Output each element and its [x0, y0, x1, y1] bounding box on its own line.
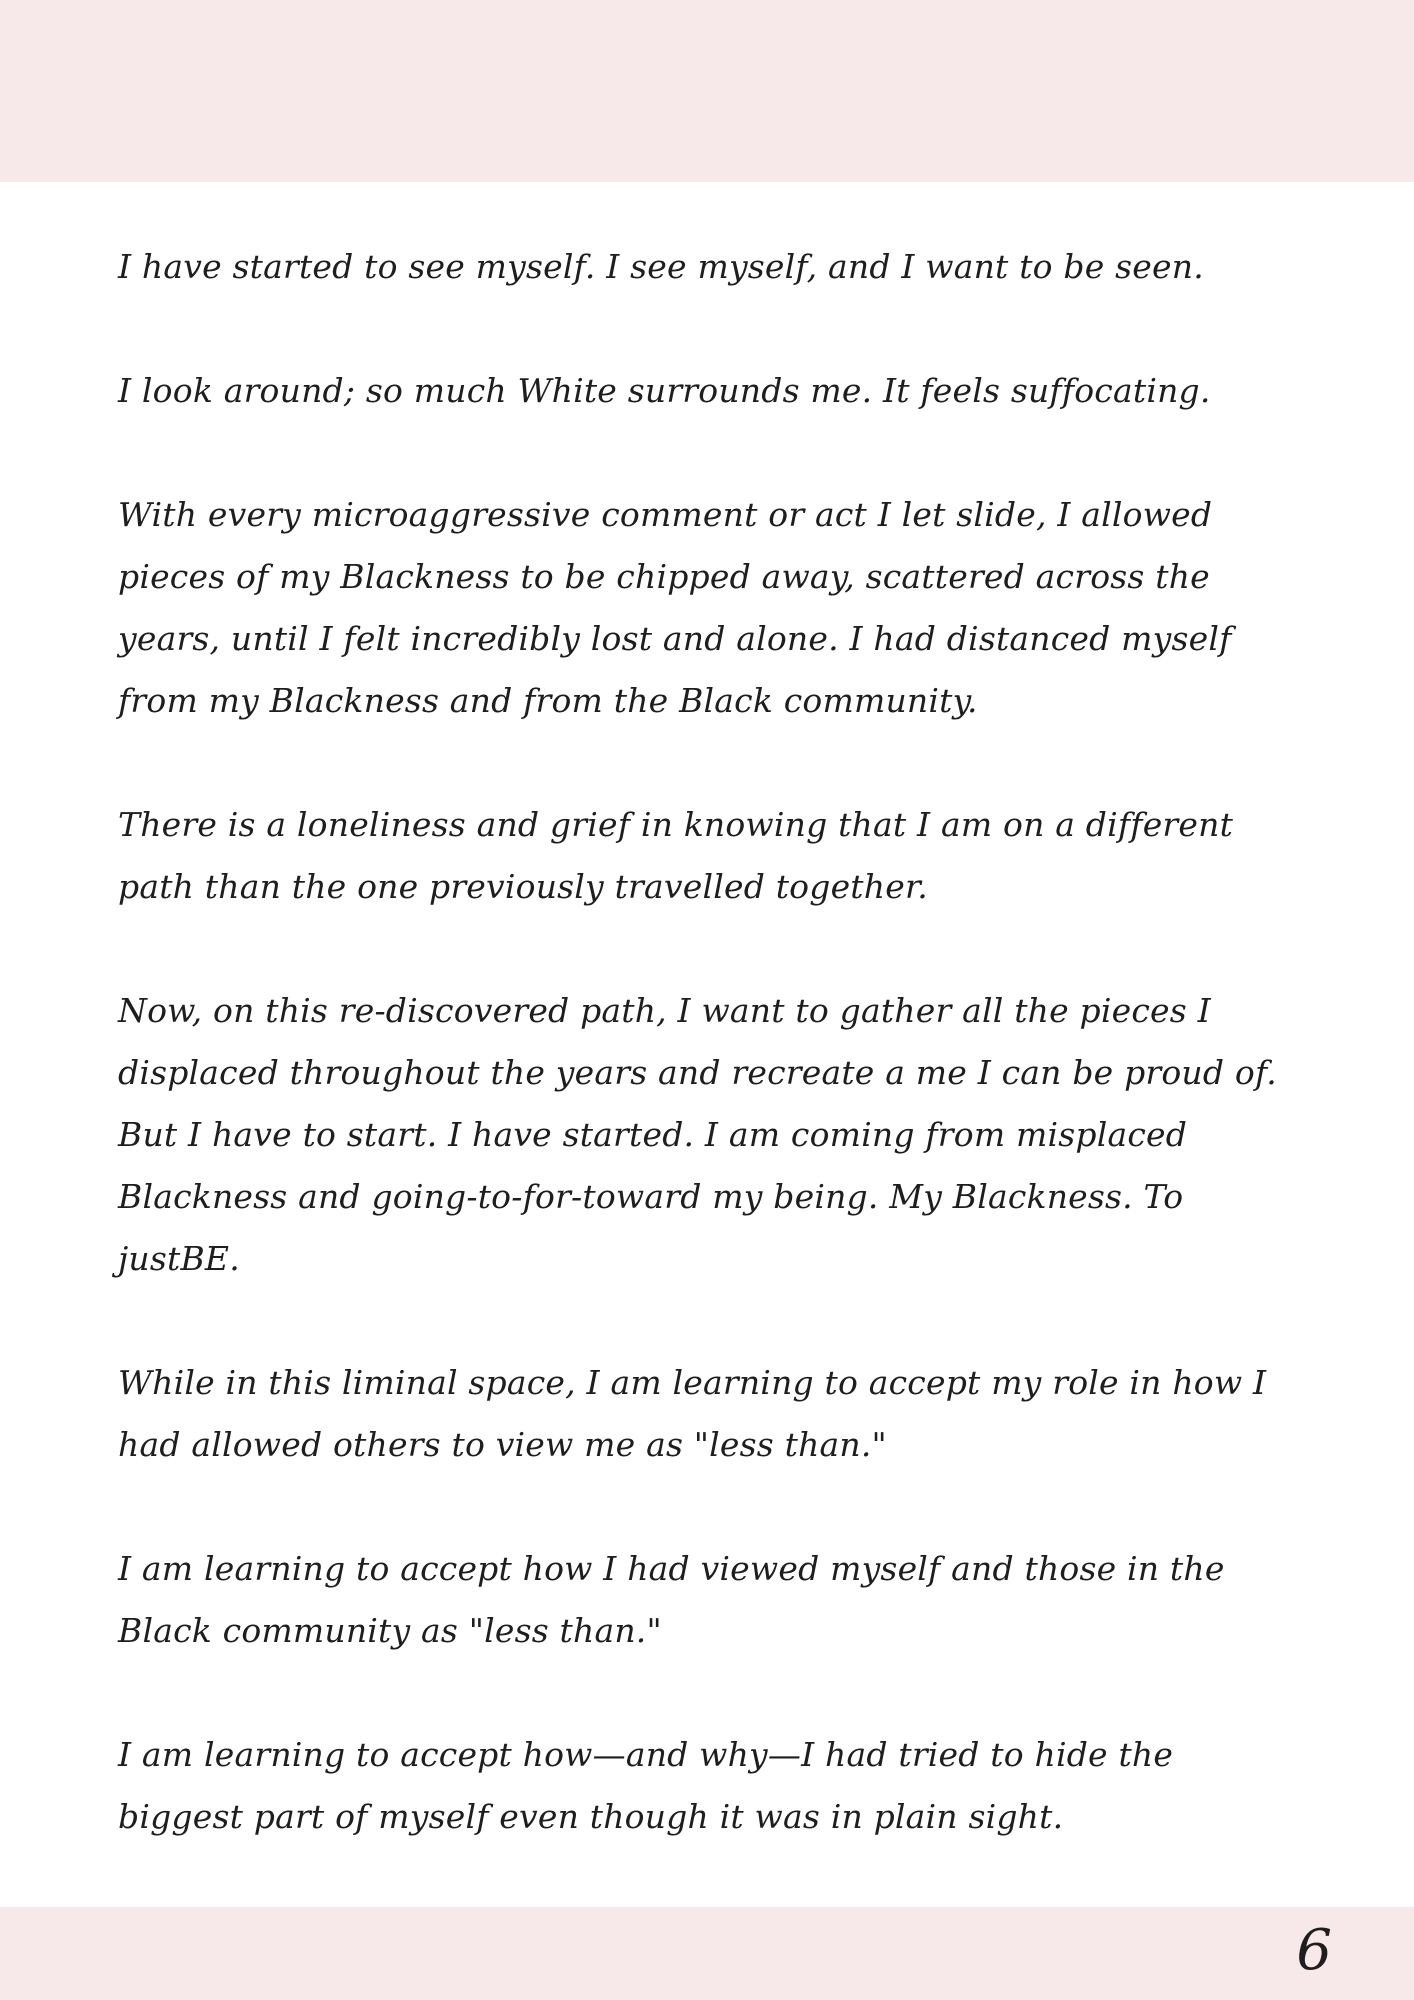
paragraph: There is a loneliness and grief in knowing that I am on a different path than the one previously travelled together. [118, 805, 1234, 906]
paragraph: I am learning to accept how I had viewed myself and those in the Black community as "less than." [118, 1549, 1225, 1650]
paragraph: I am learning to accept how—and why—I had tried to hide the biggest part of myself even though it was in plain sight. [118, 1735, 1174, 1836]
top-decorative-band [0, 0, 1414, 182]
paragraph: While in this liminal space, I am learning to accept my role in how I had allowed others to view me as "less than." [118, 1363, 1267, 1464]
paragraph: Now, on this re-discovered path, I want to gather all the pieces I displaced throughout the years and recreate a me I can be proud of. But I have to start. I have started. I am coming from misplaced Blackness and going-to-for-toward my being. My Blackness. To justBE. [118, 991, 1277, 1278]
paragraph: I have started to see myself. I see myself, and I want to be seen. [118, 247, 1204, 286]
paragraph: I look around; so much White surrounds me. It feels suffocating. [118, 371, 1211, 410]
page-number: 6 [1296, 1918, 1332, 1983]
bottom-decorative-band [0, 1907, 1414, 2000]
paragraph: With every microaggressive comment or act I let slide, I allowed pieces of my Blackness to be chipped away, scattered across the years, until I felt incredibly lost and alone. I had distanced myself from my Blackness and from the Black community. [118, 495, 1232, 720]
body-text [118, 236, 1298, 1910]
